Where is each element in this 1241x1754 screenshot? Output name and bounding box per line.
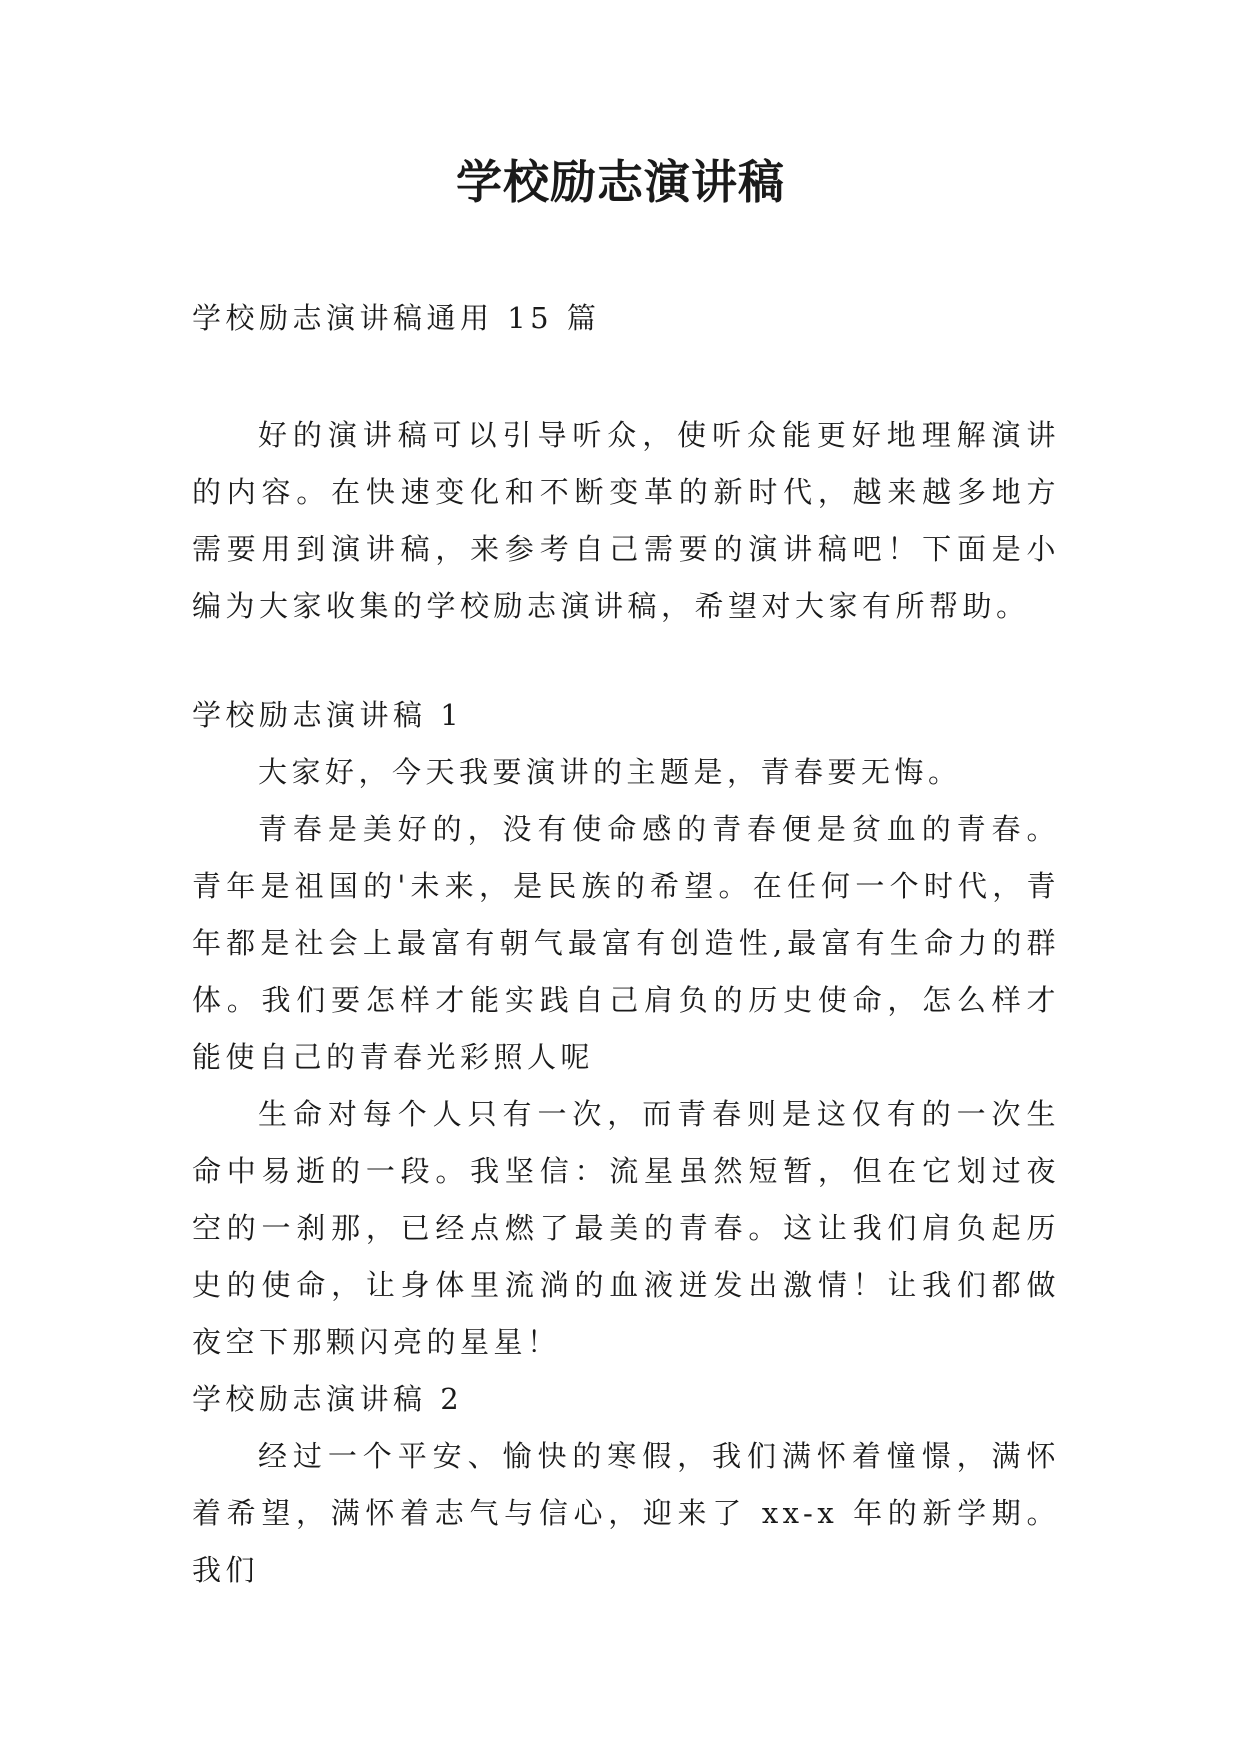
section-heading: 学校励志演讲稿 2 (192, 1382, 464, 1416)
section-paragraph: 大家好，今天我要演讲的主题是，青春要无悔。 (258, 755, 962, 789)
spacer (192, 347, 1060, 407)
section-paragraph: 生命对每个人只有一次，而青春则是这仅有的一次生命中易逝的一段。我坚信：流星虽然短暂，但在它划过夜空的一刹那，已经点燃了最美的青春。这让我们肩负起历史的使命，让身体里流淌的血液迸发出激情！让我们都做夜空下那颗闪亮的星星！ (192, 1097, 1060, 1359)
section-heading: 学校励志演讲稿 1 (192, 698, 464, 732)
section-paragraph: 青春是美好的，没有使命感的青春便是贫血的青春。青年是祖国的'未来，是民族的希望。在任何一个时代，青年都是社会上最富有朝气最富有创造性,最富有生命力的群体。我们要怎样才能实践自己肩负的历史使命，怎么样才能使自己的青春光彩照人呢 (192, 812, 1060, 1074)
document-body (192, 290, 1060, 1599)
section-paragraph: 经过一个平安、愉快的寒假，我们满怀着憧憬，满怀着希望，满怀着志气与信心，迎来了 xx-x 年的新学期。我们 (192, 1439, 1060, 1587)
intro-paragraph: 好的演讲稿可以引导听众，使听众能更好地理解演讲的内容。在快速变化和不断变革的新时代，越来越多地方需要用到演讲稿，来参考自己需要的演讲稿吧！下面是小编为大家收集的学校励志演讲稿，希望对大家有所帮助。 (192, 418, 1060, 623)
document-subtitle: 学校励志演讲稿通用 15 篇 (192, 301, 601, 335)
document-title: 学校励志演讲稿 (456, 155, 785, 209)
spacer (192, 635, 1060, 687)
